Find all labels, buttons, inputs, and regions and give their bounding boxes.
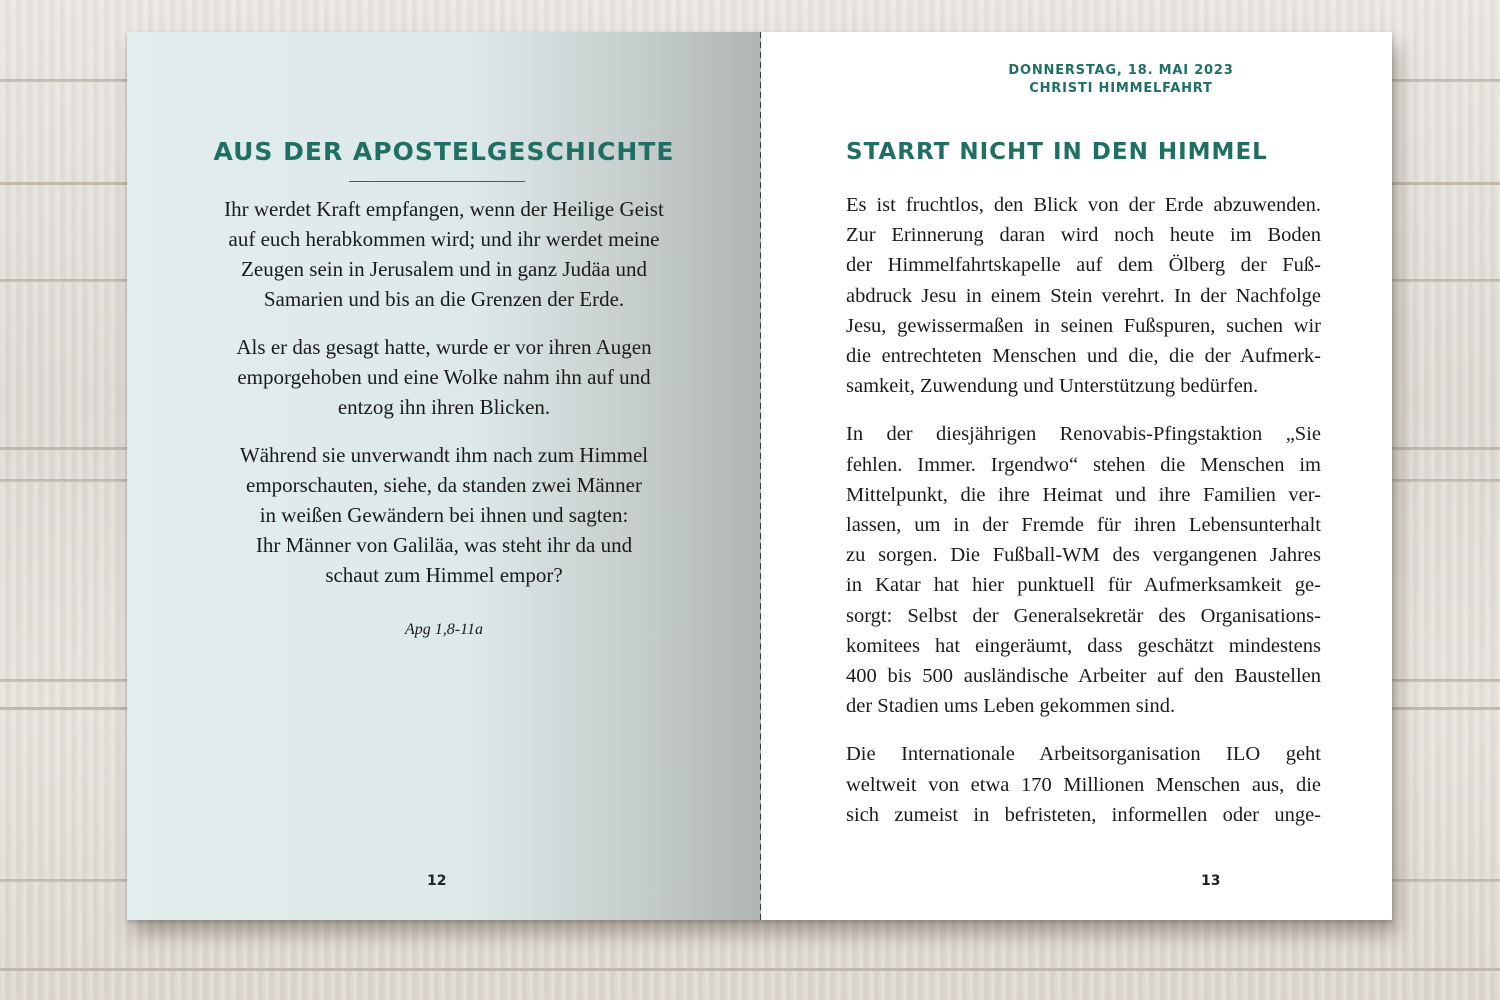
text-line: komitees hat eingeräumt, dass geschätzt mindestens (846, 634, 1321, 657)
text-line: lassen, um in der Fremde für ihren Lebensunterhalt (846, 514, 1321, 537)
text-line: fehlen. Immer. Irgendwo“ stehen die Menschen im (846, 453, 1321, 476)
wood-board-seam (0, 968, 1500, 971)
text-line: entzog ihn ihren Blicken. (337, 395, 551, 419)
date-line: DONNERSTAG, 18. MAI 2023 (1008, 63, 1234, 78)
text-line: Während sie unverwandt ihm nach zum Himmel (239, 443, 649, 467)
text-line: Jesu, gewissermaßen in seinen Fußspuren, suchen wir (846, 314, 1321, 337)
text-line: sorgt: Selbst der Generalsekretär des Organisations- (846, 604, 1321, 627)
left-page-title: AUS DER APOSTELGESCHICHTE (213, 137, 675, 166)
right-page (761, 32, 1392, 920)
text-line: Ihr werdet Kraft empfangen, wenn der Heilige Geist (224, 197, 664, 221)
scripture-text (167, 194, 721, 608)
text-line: auf euch herabkommen wird; und ihr werdet meine (228, 227, 660, 251)
text-line: die entrechteten Menschen und die, die der Aufmerk- (846, 345, 1321, 368)
reflection-paragraph (846, 739, 1321, 830)
scripture-paragraph (167, 194, 721, 314)
left-page (127, 32, 761, 920)
text-line: In der diesjährigen Renovabis-Pfingstaktion „Sie (846, 423, 1321, 446)
text-line: weltweit von etwa 170 Millionen Menschen aus, die (846, 773, 1321, 796)
feast-line: CHRISTI HIMMELFAHRT (1029, 81, 1213, 96)
reflection-paragraph (846, 190, 1321, 401)
right-page-title: STARRT NICHT IN DEN HIMMEL (846, 139, 1268, 165)
scripture-paragraph (167, 440, 721, 590)
reflection-paragraph (846, 419, 1321, 721)
text-line: Als er das gesagt hatte, wurde er vor ihren Augen (236, 335, 652, 359)
text-line: Ihr Männer von Galiläa, was steht ihr da und (255, 533, 633, 557)
text-line: Mittelpunkt, die ihre Heimat und ihre Familien ver- (846, 483, 1321, 506)
text-line: der Stadien ums Leben gekommen sind. (846, 695, 1176, 718)
page-number-right: 13 (1201, 873, 1221, 889)
text-line: samkeit, Zuwendung und Unterstützung bedürfen. (846, 375, 1259, 398)
text-line: abdruck Jesu in einem Stein verehrt. In der Nachfolge (846, 284, 1321, 307)
text-line: der Himmelfahrtskapelle auf dem Ölberg der Fuß- (846, 254, 1321, 277)
text-line: schaut zum Himmel empor? (325, 563, 563, 587)
title-underline (349, 181, 525, 182)
open-book (127, 32, 1392, 920)
text-line: in weißen Gewändern bei ihnen und sagten: (259, 503, 629, 527)
text-line: 400 bis 500 ausländische Arbeiter auf den Baustellen (846, 665, 1321, 688)
reflection-text (846, 190, 1321, 848)
scripture-paragraph (167, 332, 721, 422)
page-header (961, 62, 1281, 98)
text-line: emporgehoben und eine Wolke nahm ihn auf und (237, 365, 651, 389)
text-line: zu sorgen. Die Fußball-WM des vergangenen Jahres (846, 544, 1321, 567)
page-number-left: 12 (427, 873, 447, 889)
text-line: Samarien und bis an die Grenzen der Erde. (263, 287, 625, 311)
text-line: Zur Erinnerung daran wird noch heute im Boden (846, 224, 1321, 247)
text-line: emporschauten, siehe, da standen zwei Männer (246, 473, 642, 497)
text-line: sich zumeist in befristeten, informellen oder unge- (846, 803, 1321, 826)
text-line: Zeugen sein in Jerusalem und in ganz Judäa und (241, 257, 647, 281)
scripture-citation: Apg 1,8-11a (405, 621, 483, 638)
text-line: Es ist fruchtlos, den Blick von der Erde abzuwenden. (846, 194, 1321, 216)
text-line: in Katar hat hier punktuell für Aufmerksamkeit ge- (846, 574, 1321, 597)
text-line: Die Internationale Arbeitsorganisation ILO geht (846, 743, 1321, 766)
